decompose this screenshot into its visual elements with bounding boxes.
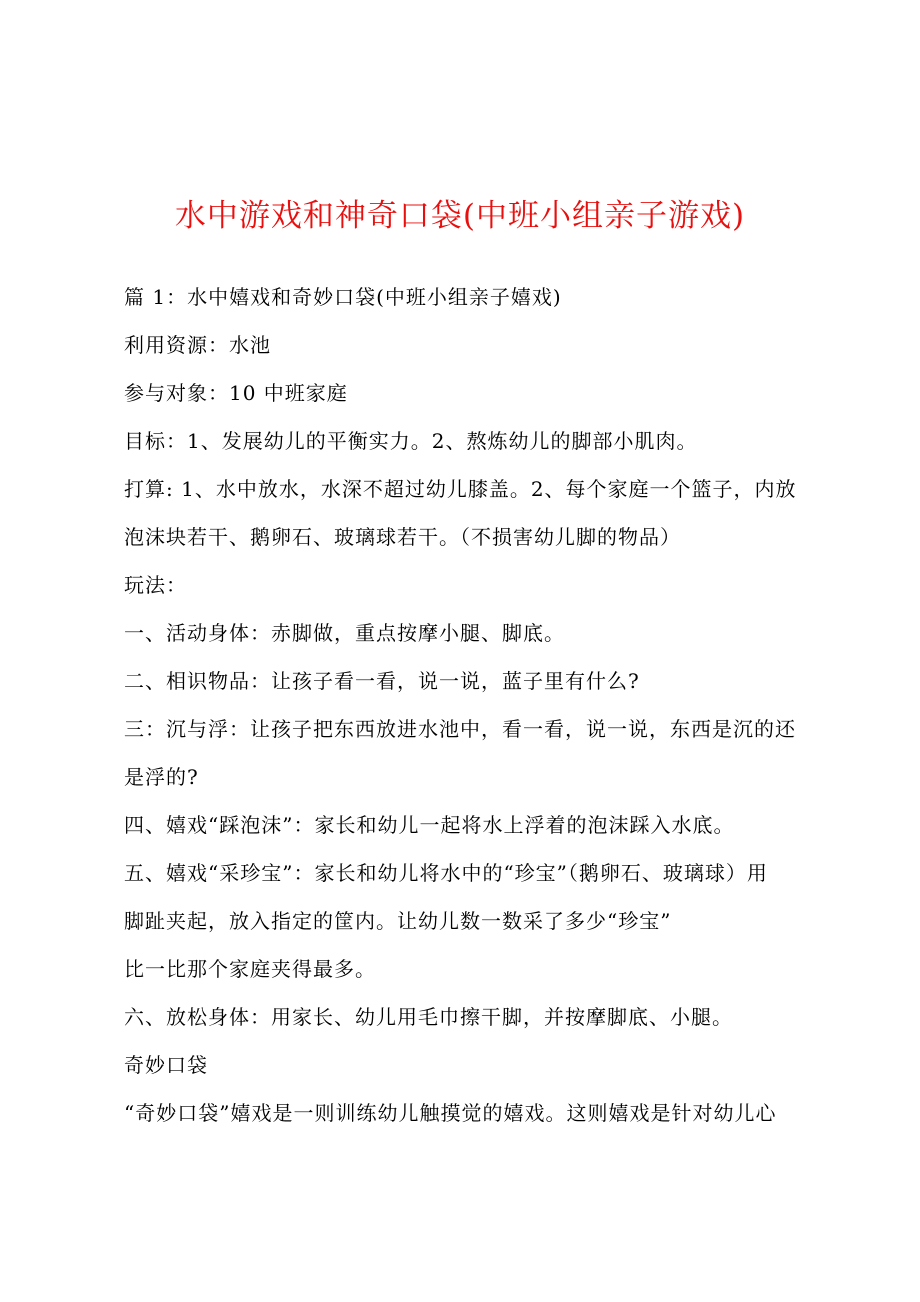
paragraph-line: 奇妙口袋: [124, 1053, 208, 1077]
paragraph-line: 利用资源：水池: [124, 333, 271, 357]
paragraph-line: 二、相识物品：让孩子看一看，说一说，蓝子里有什么?: [124, 669, 640, 693]
paragraph-line: 四、嬉戏“踩泡沫”：家长和幼儿一起将水上浮着的泡沫踩入水底。: [124, 813, 735, 837]
paragraph-line: 参与对象：10 中班家庭: [124, 381, 348, 405]
paragraph-line: 玩法：: [124, 573, 187, 597]
paragraph-line: 六、放松身体：用家长、幼儿用毛巾擦干脚，并按摩脚底、小腿。: [124, 1005, 733, 1029]
paragraph-line: 三：沉与浮：让孩子把东西放进水池中，看一看，说一说，东西是沉的还: [124, 717, 796, 741]
paragraph-line: 五、嬉戏“采珍宝”：家长和幼儿将水中的“珍宝”（鹅卵石、玻璃球）用: [124, 861, 768, 885]
paragraph-line: 脚趾夹起，放入指定的筐内。让幼儿数一数采了多少“珍宝”: [124, 909, 672, 933]
paragraph-line: 打算: 1、水中放水，水深不超过幼儿膝盖。2、每个家庭一个篮子，内放: [124, 477, 797, 501]
paragraph-line: “奇妙口袋”嬉戏是一则训练幼儿触摸觉的嬉戏。这则嬉戏是针对幼儿心: [124, 1101, 777, 1125]
paragraph-line: 是浮的?: [124, 765, 199, 789]
document-title: 水中游戏和神奇口袋(中班小组亲子游戏): [174, 198, 746, 234]
paragraph-line: 目标：1、发展幼儿的平衡实力。2、熬炼幼儿的脚部小肌肉。: [124, 429, 698, 453]
document-body: [124, 273, 824, 1137]
paragraph-line: 一、活动身体：赤脚做，重点按摩小腿、脚底。: [124, 621, 565, 645]
paragraph-line: 比一比那个家庭夹得最多。: [124, 957, 376, 981]
paragraph-line: 泡沫块若干、鹅卵石、玻璃球若干。（不损害幼儿脚的物品）: [124, 525, 681, 549]
paragraph-line: 篇 1：水中嬉戏和奇妙口袋(中班小组亲子嬉戏): [124, 285, 562, 309]
